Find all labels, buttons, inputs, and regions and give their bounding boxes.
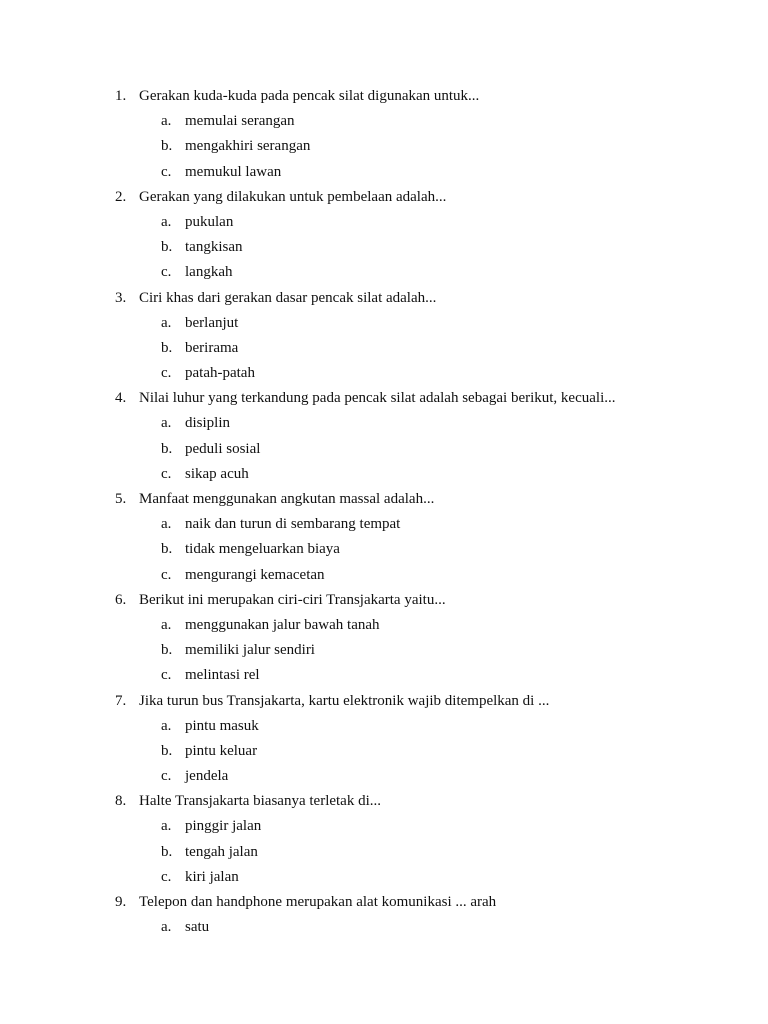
option	[0, 437, 768, 462]
option-letter: a.	[161, 516, 172, 533]
option-text: pintu keluar	[185, 742, 258, 759]
option-text: pinggir jalan	[185, 818, 262, 835]
question-number: 8.	[115, 793, 127, 810]
option-letter: a.	[161, 213, 172, 230]
question-text: Berikut ini merupakan ciri-ciri Transjakarta yaitu...	[139, 591, 446, 608]
option-text: tidak mengeluarkan biaya	[185, 541, 340, 558]
option-letter: b.	[161, 440, 173, 457]
option-text: mengurangi kemacetan	[185, 566, 325, 583]
question	[0, 386, 768, 411]
option	[0, 613, 768, 638]
option-text: tangkisan	[185, 239, 243, 256]
option-text: patah-patah	[185, 365, 255, 382]
option-text: sikap acuh	[185, 465, 249, 482]
question-text: Telepon dan handphone merupakan alat komunikasi ... arah	[139, 894, 497, 910]
question-list	[0, 84, 768, 940]
option-letter: b.	[161, 138, 173, 155]
option	[0, 260, 768, 285]
option-letter: a.	[161, 616, 172, 633]
option	[0, 814, 768, 839]
option-text: pukulan	[185, 213, 234, 230]
question-number: 4.	[115, 390, 127, 407]
option-letter: b.	[161, 642, 173, 659]
question	[0, 789, 768, 814]
option	[0, 311, 768, 336]
question-number: 3.	[115, 289, 127, 306]
question	[0, 185, 768, 210]
option	[0, 663, 768, 688]
question	[0, 890, 768, 915]
question-number: 7.	[115, 692, 127, 709]
option-letter: c.	[161, 163, 172, 180]
question-number: 1.	[115, 88, 127, 104]
option-letter: c.	[161, 768, 172, 785]
option-text: berlanjut	[185, 314, 239, 331]
question-number: 9.	[115, 894, 127, 910]
question-text: Gerakan kuda-kuda pada pencak silat digunakan untuk...	[139, 88, 480, 104]
option-letter: b.	[161, 742, 173, 759]
option	[0, 160, 768, 185]
question	[0, 286, 768, 311]
option-text: memiliki jalur sendiri	[185, 642, 315, 659]
option-letter: a.	[161, 818, 172, 835]
option-letter: a.	[161, 314, 172, 331]
option-text: pintu masuk	[185, 717, 259, 734]
question	[0, 84, 768, 109]
option	[0, 865, 768, 890]
option	[0, 840, 768, 865]
question-text: Ciri khas dari gerakan dasar pencak silat adalah...	[139, 289, 437, 306]
option-letter: b.	[161, 843, 173, 860]
question	[0, 689, 768, 714]
option	[0, 361, 768, 386]
question-text: Jika turun bus Transjakarta, kartu elektronik wajib ditempelkan di ...	[139, 692, 550, 709]
question-text: Gerakan yang dilakukan untuk pembelaan adalah...	[139, 188, 447, 205]
question-number: 6.	[115, 591, 127, 608]
question-text: Manfaat menggunakan angkutan massal adalah...	[139, 491, 435, 507]
option	[0, 462, 768, 487]
option-text: berirama	[185, 339, 239, 356]
option	[0, 109, 768, 134]
option-text: satu	[185, 919, 210, 936]
option-text: disiplin	[185, 415, 231, 432]
option	[0, 638, 768, 663]
question-number: 2.	[115, 188, 127, 205]
option	[0, 210, 768, 235]
question-number: 5.	[115, 491, 127, 507]
option-text: memulai serangan	[185, 113, 295, 130]
option-letter: b.	[161, 339, 173, 356]
option-text: peduli sosial	[185, 440, 261, 457]
option	[0, 537, 768, 562]
option-text: naik dan turun di sembarang tempat	[185, 516, 401, 533]
option	[0, 563, 768, 588]
option	[0, 512, 768, 537]
question-text: Halte Transjakarta biasanya terletak di...	[139, 793, 382, 810]
option	[0, 336, 768, 361]
option-text: mengakhiri serangan	[185, 138, 311, 155]
option	[0, 411, 768, 436]
option	[0, 739, 768, 764]
option	[0, 714, 768, 739]
option-letter: a.	[161, 415, 172, 432]
option-text: jendela	[185, 768, 229, 785]
option-text: kiri jalan	[185, 868, 239, 885]
option-letter: a.	[161, 113, 172, 130]
option-letter: c.	[161, 365, 172, 382]
option-text: melintasi rel	[185, 667, 260, 684]
option-letter: c.	[161, 667, 172, 684]
option	[0, 235, 768, 260]
option-letter: a.	[161, 919, 172, 936]
option-letter: b.	[161, 239, 173, 256]
option-letter: c.	[161, 264, 172, 281]
option-text: memukul lawan	[185, 163, 282, 180]
option-letter: c.	[161, 566, 172, 583]
option-letter: b.	[161, 541, 173, 558]
option	[0, 764, 768, 789]
option-letter: c.	[161, 868, 172, 885]
option	[0, 915, 768, 940]
option-text: tengah jalan	[185, 843, 258, 860]
option-text: menggunakan jalur bawah tanah	[185, 616, 380, 633]
option-text: langkah	[185, 264, 233, 281]
question	[0, 487, 768, 512]
option-letter: c.	[161, 465, 172, 482]
question	[0, 588, 768, 613]
question-text: Nilai luhur yang terkandung pada pencak silat adalah sebagai berikut, kecuali...	[139, 390, 616, 407]
option-letter: a.	[161, 717, 172, 734]
option	[0, 134, 768, 159]
